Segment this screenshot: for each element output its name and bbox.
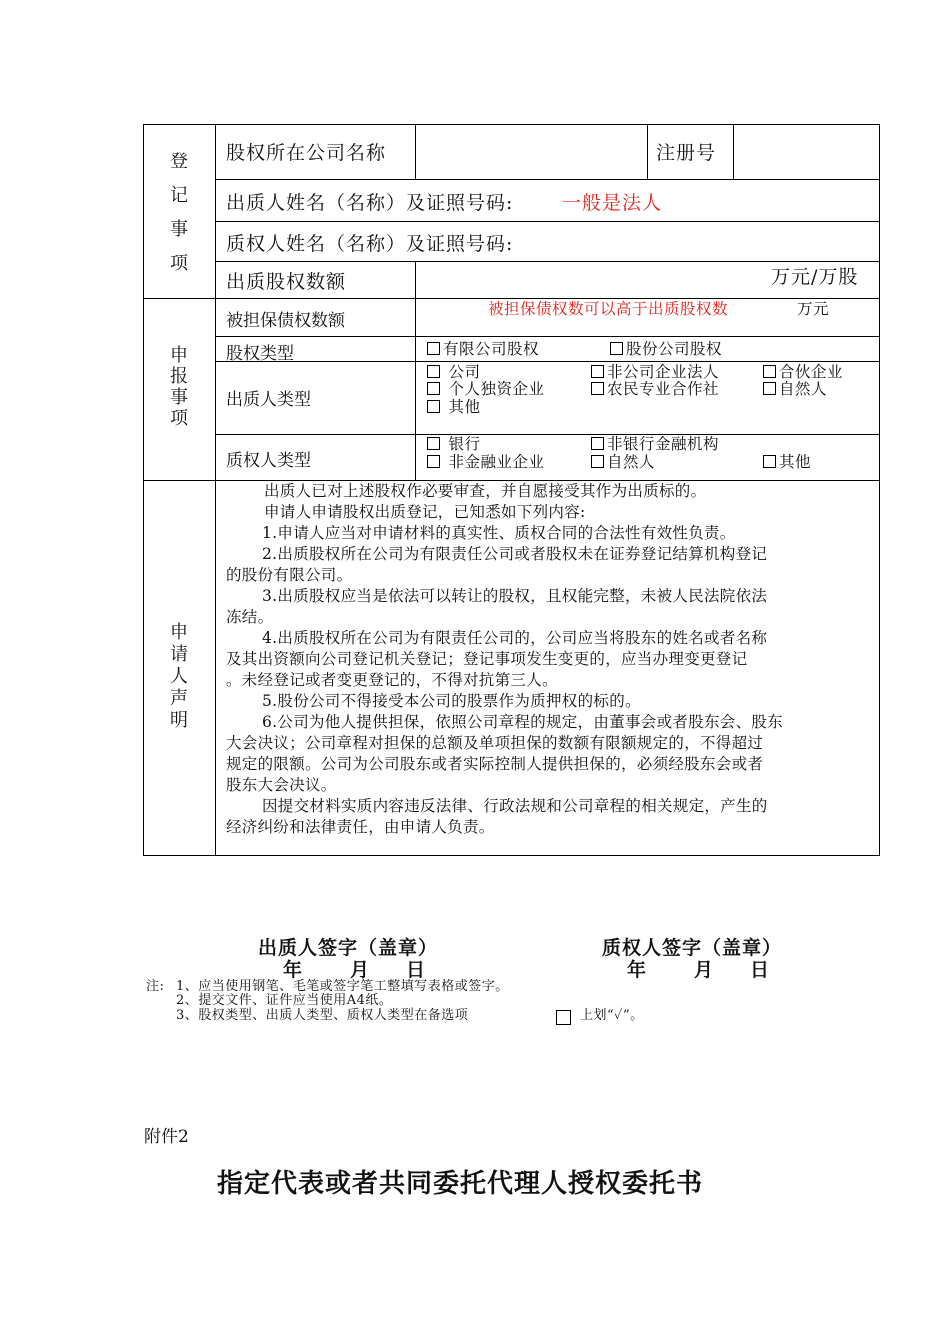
section-label-char: 请 [170,644,188,665]
declaration-line: 出质人已对上述股权作必要审查，并自愿接受其作为出质标的。 [264,482,707,500]
pledgee-type-option-nonbank[interactable]: 非银行金融机构 [591,432,719,454]
checkbox-icon [427,455,440,468]
pledgee-type-option-other[interactable]: 其他 [763,450,811,472]
note-item: 1、应当使用钢笔、毛笔或签字笔工整填写表格或签字。 [176,979,509,994]
equity-amount-label: 出质股权数额 [226,271,347,293]
pledgee-type-label: 质权人类型 [226,451,311,471]
declaration-line: 4.出质股权所在公司为有限责任公司的，公司应当将股东的姓名或者名称 [262,629,768,647]
section-label-char: 登 [170,151,188,172]
section-label-char: 明 [170,710,188,731]
pledgee-type-option-natural[interactable]: 自然人 [591,450,655,472]
secured-debt-unit: 万元 [797,300,830,318]
declaration-line: 2.出质股权所在公司为有限责任公司或者股权未在证券登记结算机构登记 [262,545,768,563]
pledgee-type-option-nonfinancial[interactable]: 非金融业企业 [427,450,544,472]
declaration-line: 申请人申请股权出质登记，已知悉如下列内容: [264,503,586,521]
checkbox-icon [556,1010,571,1025]
pledgor-type-option-other[interactable]: 其他 [427,395,480,417]
declaration-line: 经济纠纷和法律责任，由申请人负责。 [226,818,495,836]
application-section-label [164,345,194,429]
checkbox-icon [427,342,440,355]
pledgor-type-option-company[interactable]: 公司 [427,360,480,382]
section-label-char: 项 [170,408,188,429]
attachment-label: 附件2 [144,1127,189,1147]
declaration-text [226,481,871,838]
notes-prefix: 注: [146,979,165,994]
checkbox-icon [591,455,604,468]
pledgor-type-option-natural[interactable]: 自然人 [763,377,827,399]
declaration-line: 规定的限额。公司为公司股东或者实际控制人提供担保的，必须经股东会或者 [226,755,764,773]
declaration-line: 大会决议；公司章程对担保的总额及单项担保的数额有限额规定的，不得超过 [226,734,764,752]
note-item: 2、提交文件、证件应当使用A4纸。 [176,993,393,1008]
checkbox-icon [427,382,440,395]
section-label-char: 申 [170,622,188,643]
pledgee-type-option-bank[interactable]: 银行 [427,432,480,454]
pledgor-signature-date: 年 月 日 [283,959,427,981]
declaration-line: 5.股份公司不得接受本公司的股票作为质押权的标的。 [262,692,641,710]
pledgor-note: 一般是法人 [562,192,663,214]
pledgee-signature-date: 年 月 日 [627,959,771,981]
pledgor-type-option-non-company[interactable]: 非公司企业法人 [591,360,719,382]
checkbox-icon [427,400,440,413]
reg-no-label: 注册号 [656,142,717,164]
declaration-line: 及其出资额向公司登记机关登记；登记事项发生变更的，应当办理变更登记 [226,650,748,668]
equity-type-option-share[interactable]: 股份公司股权 [610,337,722,359]
pledgor-type-option-coop[interactable]: 农民专业合作社 [591,377,719,399]
section-label-char: 事 [170,219,188,240]
section-label-char: 人 [170,666,188,687]
pledgee-signature-label: 质权人签字（盖章） [602,937,783,959]
declaration-line: 的股份有限公司。 [226,566,353,584]
declaration-line: 冻结。 [226,608,274,626]
checkbox-icon [591,437,604,450]
declaration-line: 6.公司为他人提供担保，依照公司章程的规定，由董事会或者股东会、股东 [262,713,783,731]
declaration-section-label [164,622,194,732]
pledgor-type-option-partnership[interactable]: 合伙企业 [763,360,843,382]
equity-type-option-limited[interactable]: 有限公司股权 [427,337,539,359]
secured-debt-label: 被担保债权数额 [226,311,345,331]
company-name-field[interactable] [418,127,644,177]
note-item: 3、股权类型、出质人类型、质权人类型在备选项 [176,1008,469,1023]
section-label-char: 申 [170,345,188,366]
pledgee-label: 质权人姓名（名称）及证照号码: [226,233,514,255]
checkbox-icon [763,455,776,468]
declaration-line: 1.申请人应当对申请材料的真实性、质权合同的合法性有效性负责。 [262,524,736,542]
section-label-char: 记 [170,185,188,206]
section-label-char: 声 [170,688,188,709]
equity-type-label: 股权类型 [226,344,294,364]
equity-amount-field[interactable] [418,263,768,296]
pledgor-type-label: 出质人类型 [226,390,311,410]
pledgor-label: 出质人姓名（名称）及证照号码: [226,192,514,214]
company-name-label: 股权所在公司名称 [226,142,387,164]
pledgor-signature-label: 出质人签字（盖章） [258,937,439,959]
checkbox-icon [427,437,440,450]
declaration-line: 。未经登记或者变更登记的，不得对抗第三人。 [226,671,558,689]
declaration-line: 3.出质股权应当是依法可以转让的股权，且权能完整，未被人民法院依法 [262,587,768,605]
checkbox-icon [610,342,623,355]
section-label-char: 报 [170,366,188,387]
reg-no-field[interactable] [736,127,876,177]
declaration-line: 股东大会决议。 [226,776,337,794]
section-label-char: 项 [170,253,188,274]
declaration-line: 因提交材料实质内容违反法律、行政法规和公司章程的相关规定，产生的 [262,797,768,815]
note-item: 上划“✓”。 [580,1008,644,1023]
section-label-char: 事 [170,387,188,408]
secured-debt-note: 被担保债权数可以高于出质股权数 [488,300,729,318]
checkbox-icon [591,382,604,395]
equity-amount-unit: 万元/万股 [771,266,859,288]
pledgor-type-option-sole[interactable]: 个人独资企业 [427,377,544,399]
registration-section-label [164,145,194,281]
attachment-title: 指定代表或者共同委托代理人授权委托书 [217,1169,704,1199]
checkbox-icon [763,382,776,395]
